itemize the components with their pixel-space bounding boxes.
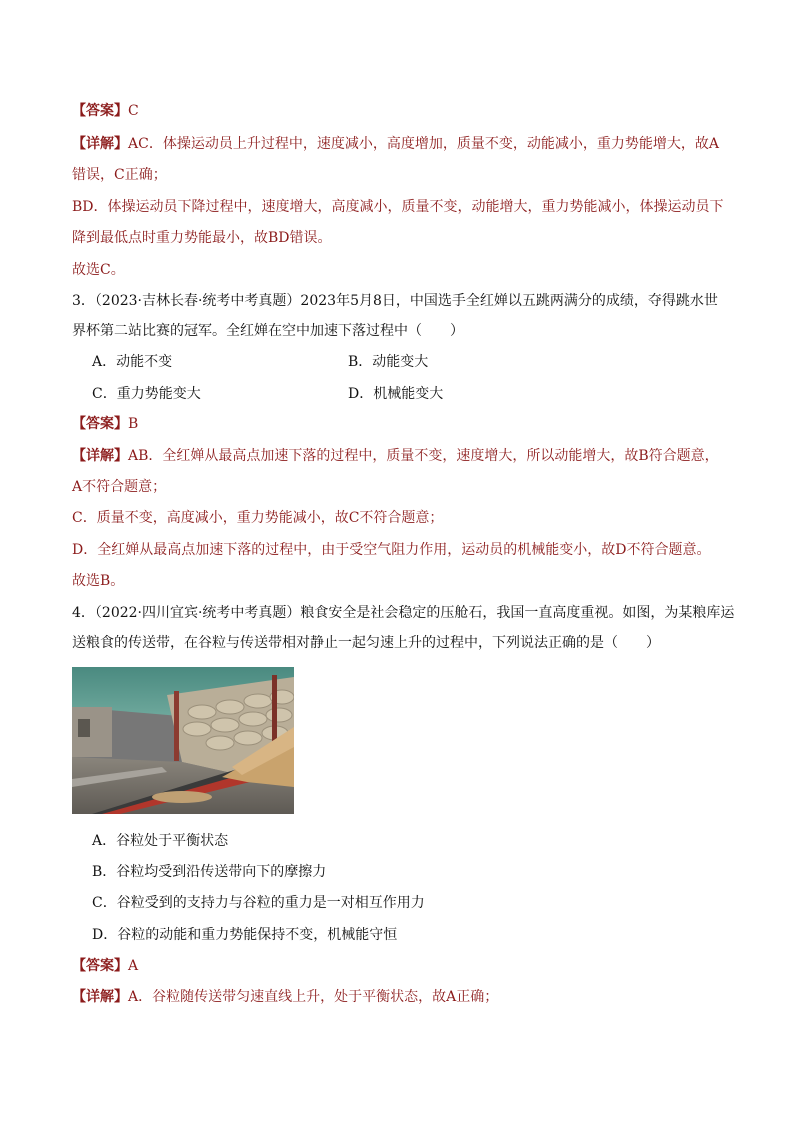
q4-stem-line-1: 4．（2022·四川宜宾·统考中考真题）粮食安全是社会稳定的压舱石，我国一直高度重视。如图，为某粮库运 (72, 605, 735, 621)
answer-value: C (128, 103, 139, 119)
q3-detail-line-3: C．质量不变，高度减小，重力势能减小，故C不符合题意； (72, 510, 444, 526)
q4-detail-line-1 (72, 987, 498, 1007)
detail-text: A．谷粒随传送带匀速直线上升，处于平衡状态，故A正确； (128, 989, 499, 1005)
answer-value: A (128, 958, 139, 974)
q2-detail-line-3: BD．体操运动员下降过程中，速度增大，高度减小，质量不变，动能增大，重力势能减小，体操运动员下 (72, 199, 724, 215)
q3-option-d: D．机械能变大 (348, 386, 444, 402)
detail-tag: 【详解】 (72, 136, 128, 152)
q4-answer-line (72, 956, 138, 976)
detail-text: AC．体操运动员上升过程中，速度减小，高度增加，质量不变，动能减小，重力势能增大，故A (128, 136, 719, 152)
q3-stem-line-2: 界杯第二站比赛的冠军。全红婵在空中加速下落过程中（ ） (72, 323, 464, 339)
detail-tag: 【详解】 (72, 989, 128, 1005)
q4-stem-line-2: 送粮食的传送带，在谷粒与传送带相对静止一起匀速上升的过程中，下列说法正确的是（ ） (72, 635, 660, 651)
q2-detail-line-1 (72, 134, 719, 154)
answer-tag: 【答案】 (72, 416, 128, 432)
q4-option-c: C．谷粒受到的支持力与谷粒的重力是一对相互作用力 (92, 895, 425, 911)
detail-tag: 【详解】 (72, 448, 128, 464)
q3-detail-line-2: A不符合题意； (72, 479, 167, 495)
q3-detail-line-4: D．全红婵从最高点加速下落的过程中，由于受空气阻力作用，运动员的机械能变小，故D不符合题意。 (72, 542, 711, 558)
answer-tag: 【答案】 (72, 103, 128, 119)
q2-detail-line-2: 错误，C正确； (72, 167, 167, 183)
conveyor-belt-photo (72, 667, 294, 814)
q3-conclusion: 故选B。 (72, 573, 125, 589)
q3-option-b: B．动能变大 (348, 354, 429, 370)
q3-answer-line (72, 414, 138, 434)
q4-option-b: B．谷粒均受到沿传送带向下的摩擦力 (92, 864, 327, 880)
answer-tag: 【答案】 (72, 958, 128, 974)
q2-detail-line-4: 降到最低点时重力势能最小，故BD错误。 (72, 230, 332, 246)
q3-option-a: A．动能不变 (92, 354, 173, 370)
q4-option-a: A．谷粒处于平衡状态 (92, 833, 229, 849)
detail-text: AB．全红婵从最高点加速下落的过程中，质量不变，速度增大，所以动能增大，故B符合题意， (128, 448, 719, 464)
q4-option-d: D．谷粒的动能和重力势能保持不变，机械能守恒 (92, 927, 398, 943)
q3-stem-line-1: 3．（2023·吉林长春·统考中考真题）2023年5月8日，中国选手全红婵以五跳两满分的成绩，夺得跳水世 (72, 293, 718, 309)
answer-value: B (128, 416, 139, 432)
q3-detail-line-1 (72, 446, 719, 466)
q3-option-c: C．重力势能变大 (92, 386, 201, 402)
q2-answer-line (72, 101, 139, 121)
q2-conclusion: 故选C。 (72, 262, 125, 278)
